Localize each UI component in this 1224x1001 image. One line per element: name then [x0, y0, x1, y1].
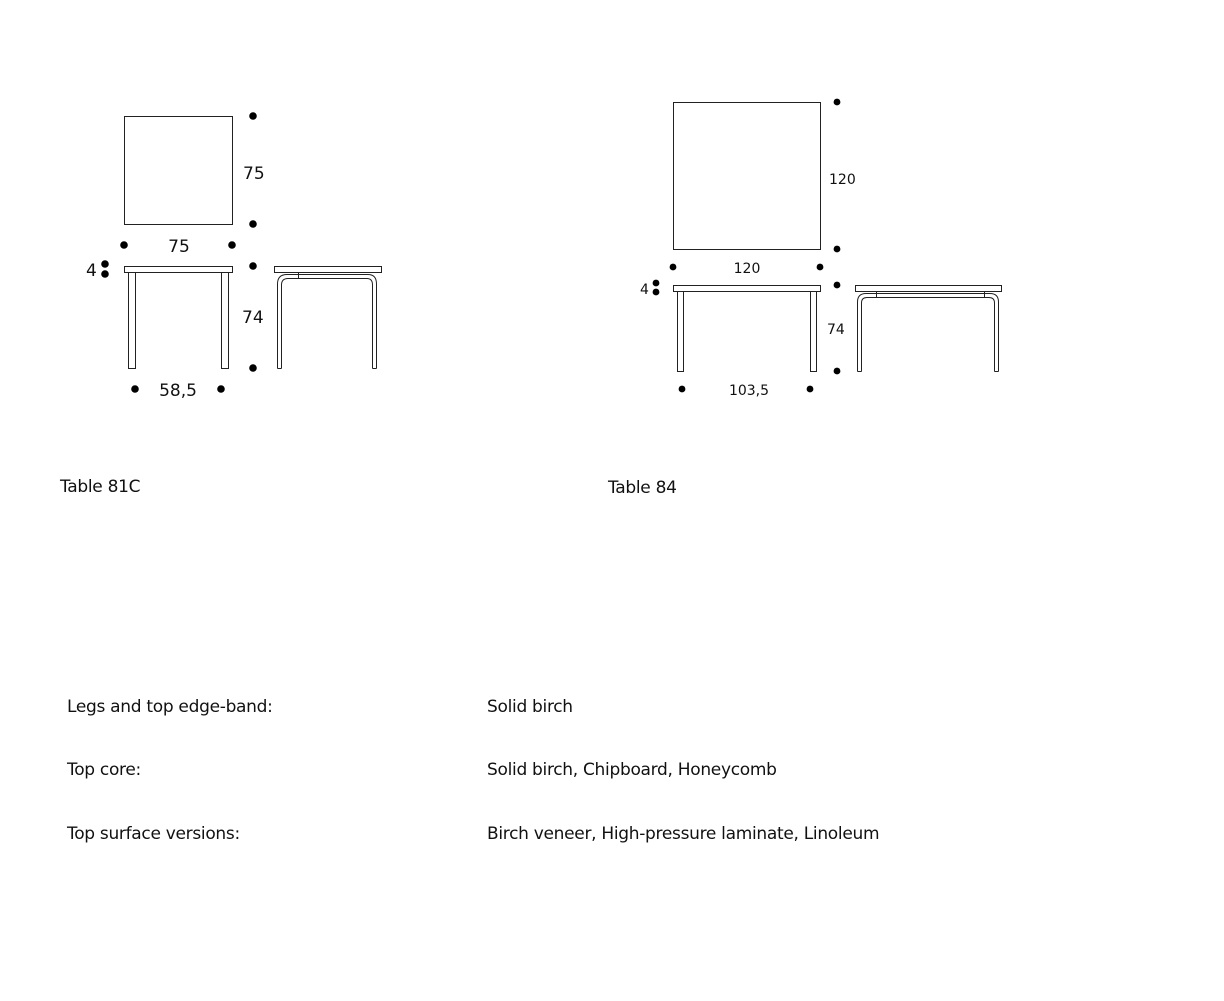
table-81c-front-leg-right [222, 273, 229, 369]
table-81c-width-label: 75 [168, 237, 190, 257]
spec-value-legs-edge-band: Solid birch [487, 697, 573, 717]
table-81c-depth-label: 75 [243, 164, 265, 184]
table-84-side-view [856, 286, 1002, 372]
table-84-plan-view [674, 103, 821, 250]
technical-drawings [0, 0, 1224, 460]
table-81c-height-label: 74 [242, 308, 264, 328]
table-84-depth-label: 120 [829, 172, 856, 188]
table-84-width-label: 120 [733, 261, 761, 277]
table-81c-leg-span-label: 58,5 [159, 381, 197, 401]
spec-label-legs-edge-band: Legs and top edge-band: [67, 697, 273, 717]
table-81c-front-top [125, 267, 233, 273]
table-81c-plan-view [125, 117, 233, 225]
table-84-dimension-dots [653, 99, 841, 393]
table-84-front-top [674, 286, 821, 292]
table-84-height-label: 74 [827, 322, 845, 338]
table-81c-caption: Table 81C [60, 477, 141, 497]
table-84-front-leg-left [678, 292, 684, 372]
spec-value-top-surface: Birch veneer, High-pressure laminate, Linoleum [487, 824, 880, 844]
table-81c-side-view [275, 267, 382, 369]
table-81c-front-leg-left [129, 273, 136, 369]
table-84-caption: Table 84 [608, 478, 677, 498]
spec-label-top-surface: Top surface versions: [67, 824, 240, 844]
table-81c-top-thickness-label: 4 [86, 261, 97, 281]
table-84-leg-span-label: 103,5 [728, 383, 770, 399]
table-84-top-thickness-label: 4 [640, 282, 649, 298]
spec-label-top-core: Top core: [67, 760, 141, 780]
table-81c-drawing [125, 117, 382, 369]
spec-value-top-core: Solid birch, Chipboard, Honeycomb [487, 760, 777, 780]
table-84-front-leg-right [811, 292, 817, 372]
